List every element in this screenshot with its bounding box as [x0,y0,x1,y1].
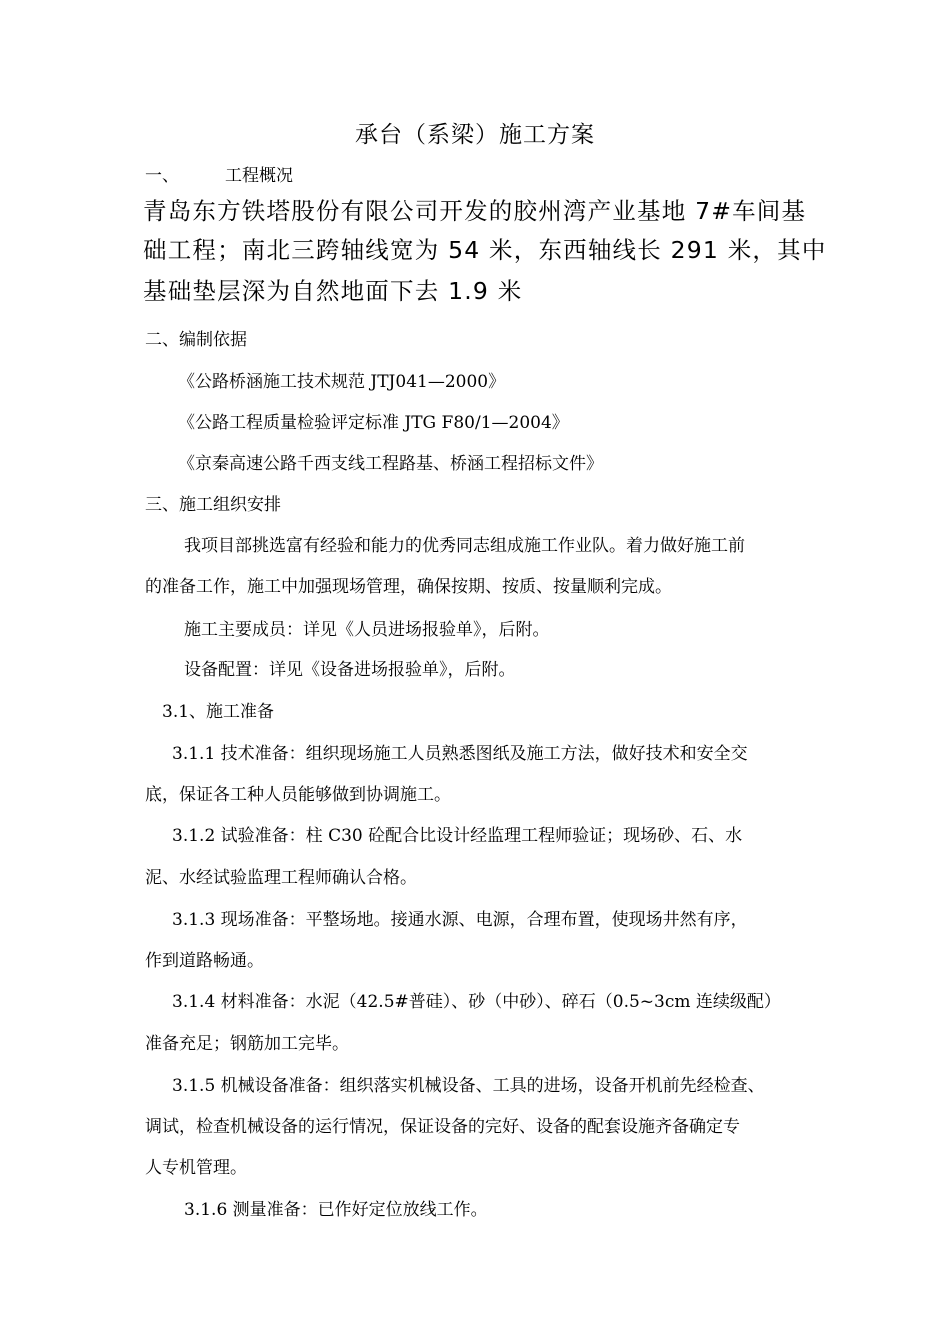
section-3-para-line-2: 的准备工作，施工中加强现场管理，确保按期、按质、按量顺利完成。 [145,577,672,597]
section-1-body-line-3: 基础垫层深为自然地面下去 1.9 米 [143,277,523,305]
section-2-heading: 二、编制依据 [145,330,247,350]
item-3-1-2-line-1: 3.1.2 试验准备：柱 C30 砼配合比设计经监理工程师验证；现场砂、石、水 [172,826,743,846]
item-3-1-5-line-2: 调试，检查机械设备的运行情况，保证设备的完好、设备的配套设施齐备确定专 [145,1117,740,1137]
section-1-title: 工程概况 [225,166,293,186]
section-3-heading: 三、施工组织安排 [145,495,281,515]
item-3-1-4-line-1: 3.1.4 材料准备：水泥（42.5#普硅）、砂（中砂）、碎石（0.5~3cm 连续级配） [172,992,781,1012]
subsection-3-1-heading: 3.1、施工准备 [162,702,275,722]
reference-1: 《公路桥涵施工技术规范 JTJ041—2000》 [178,372,506,392]
item-3-1-3-line-1: 3.1.3 现场准备：平整场地。接通水源、电源，合理布置，使现场井然有序， [172,910,748,930]
section-3-para-line-1: 我项目部挑选富有经验和能力的优秀同志组成施工作业队。着力做好施工前 [184,536,745,556]
item-3-1-1-line-1: 3.1.1 技术准备：组织现场施工人员熟悉图纸及施工方法，做好技术和安全交 [172,744,748,764]
section-1-body-line-2: 础工程；南北三跨轴线宽为 54 米，东西轴线长 291 米，其中 [143,236,827,264]
equipment-line: 设备配置：详见《设备进场报验单》，后附。 [184,660,516,680]
section-1-body-line-1: 青岛东方铁塔股份有限公司开发的胶州湾产业基地 7#车间基 [143,197,807,225]
section-1-heading [145,164,293,188]
item-3-1-3-line-2: 作到道路畅通。 [145,951,264,971]
document-title: 承台（系梁）施工方案 [355,122,595,148]
section-1-number: 一、 [145,166,179,186]
item-3-1-2-line-2: 泥、水经试验监理工程师确认合格。 [145,868,417,888]
item-3-1-5-line-3: 人专机管理。 [145,1158,247,1178]
item-3-1-5-line-1: 3.1.5 机械设备准备：组织落实机械设备、工具的进场，设备开机前先经检查、 [172,1076,765,1096]
reference-3: 《京秦高速公路千西支线工程路基、桥涵工程招标文件》 [178,454,603,474]
reference-2: 《公路工程质量检验评定标准 JTG F80/1—2004》 [178,413,569,433]
item-3-1-1-line-2: 底，保证各工种人员能够做到协调施工。 [145,785,451,805]
members-line: 施工主要成员：详见《人员进场报验单》，后附。 [184,620,550,640]
item-3-1-6-line-1: 3.1.6 测量准备：已作好定位放线工作。 [184,1200,488,1220]
item-3-1-4-line-2: 准备充足；钢筋加工完毕。 [145,1034,349,1054]
